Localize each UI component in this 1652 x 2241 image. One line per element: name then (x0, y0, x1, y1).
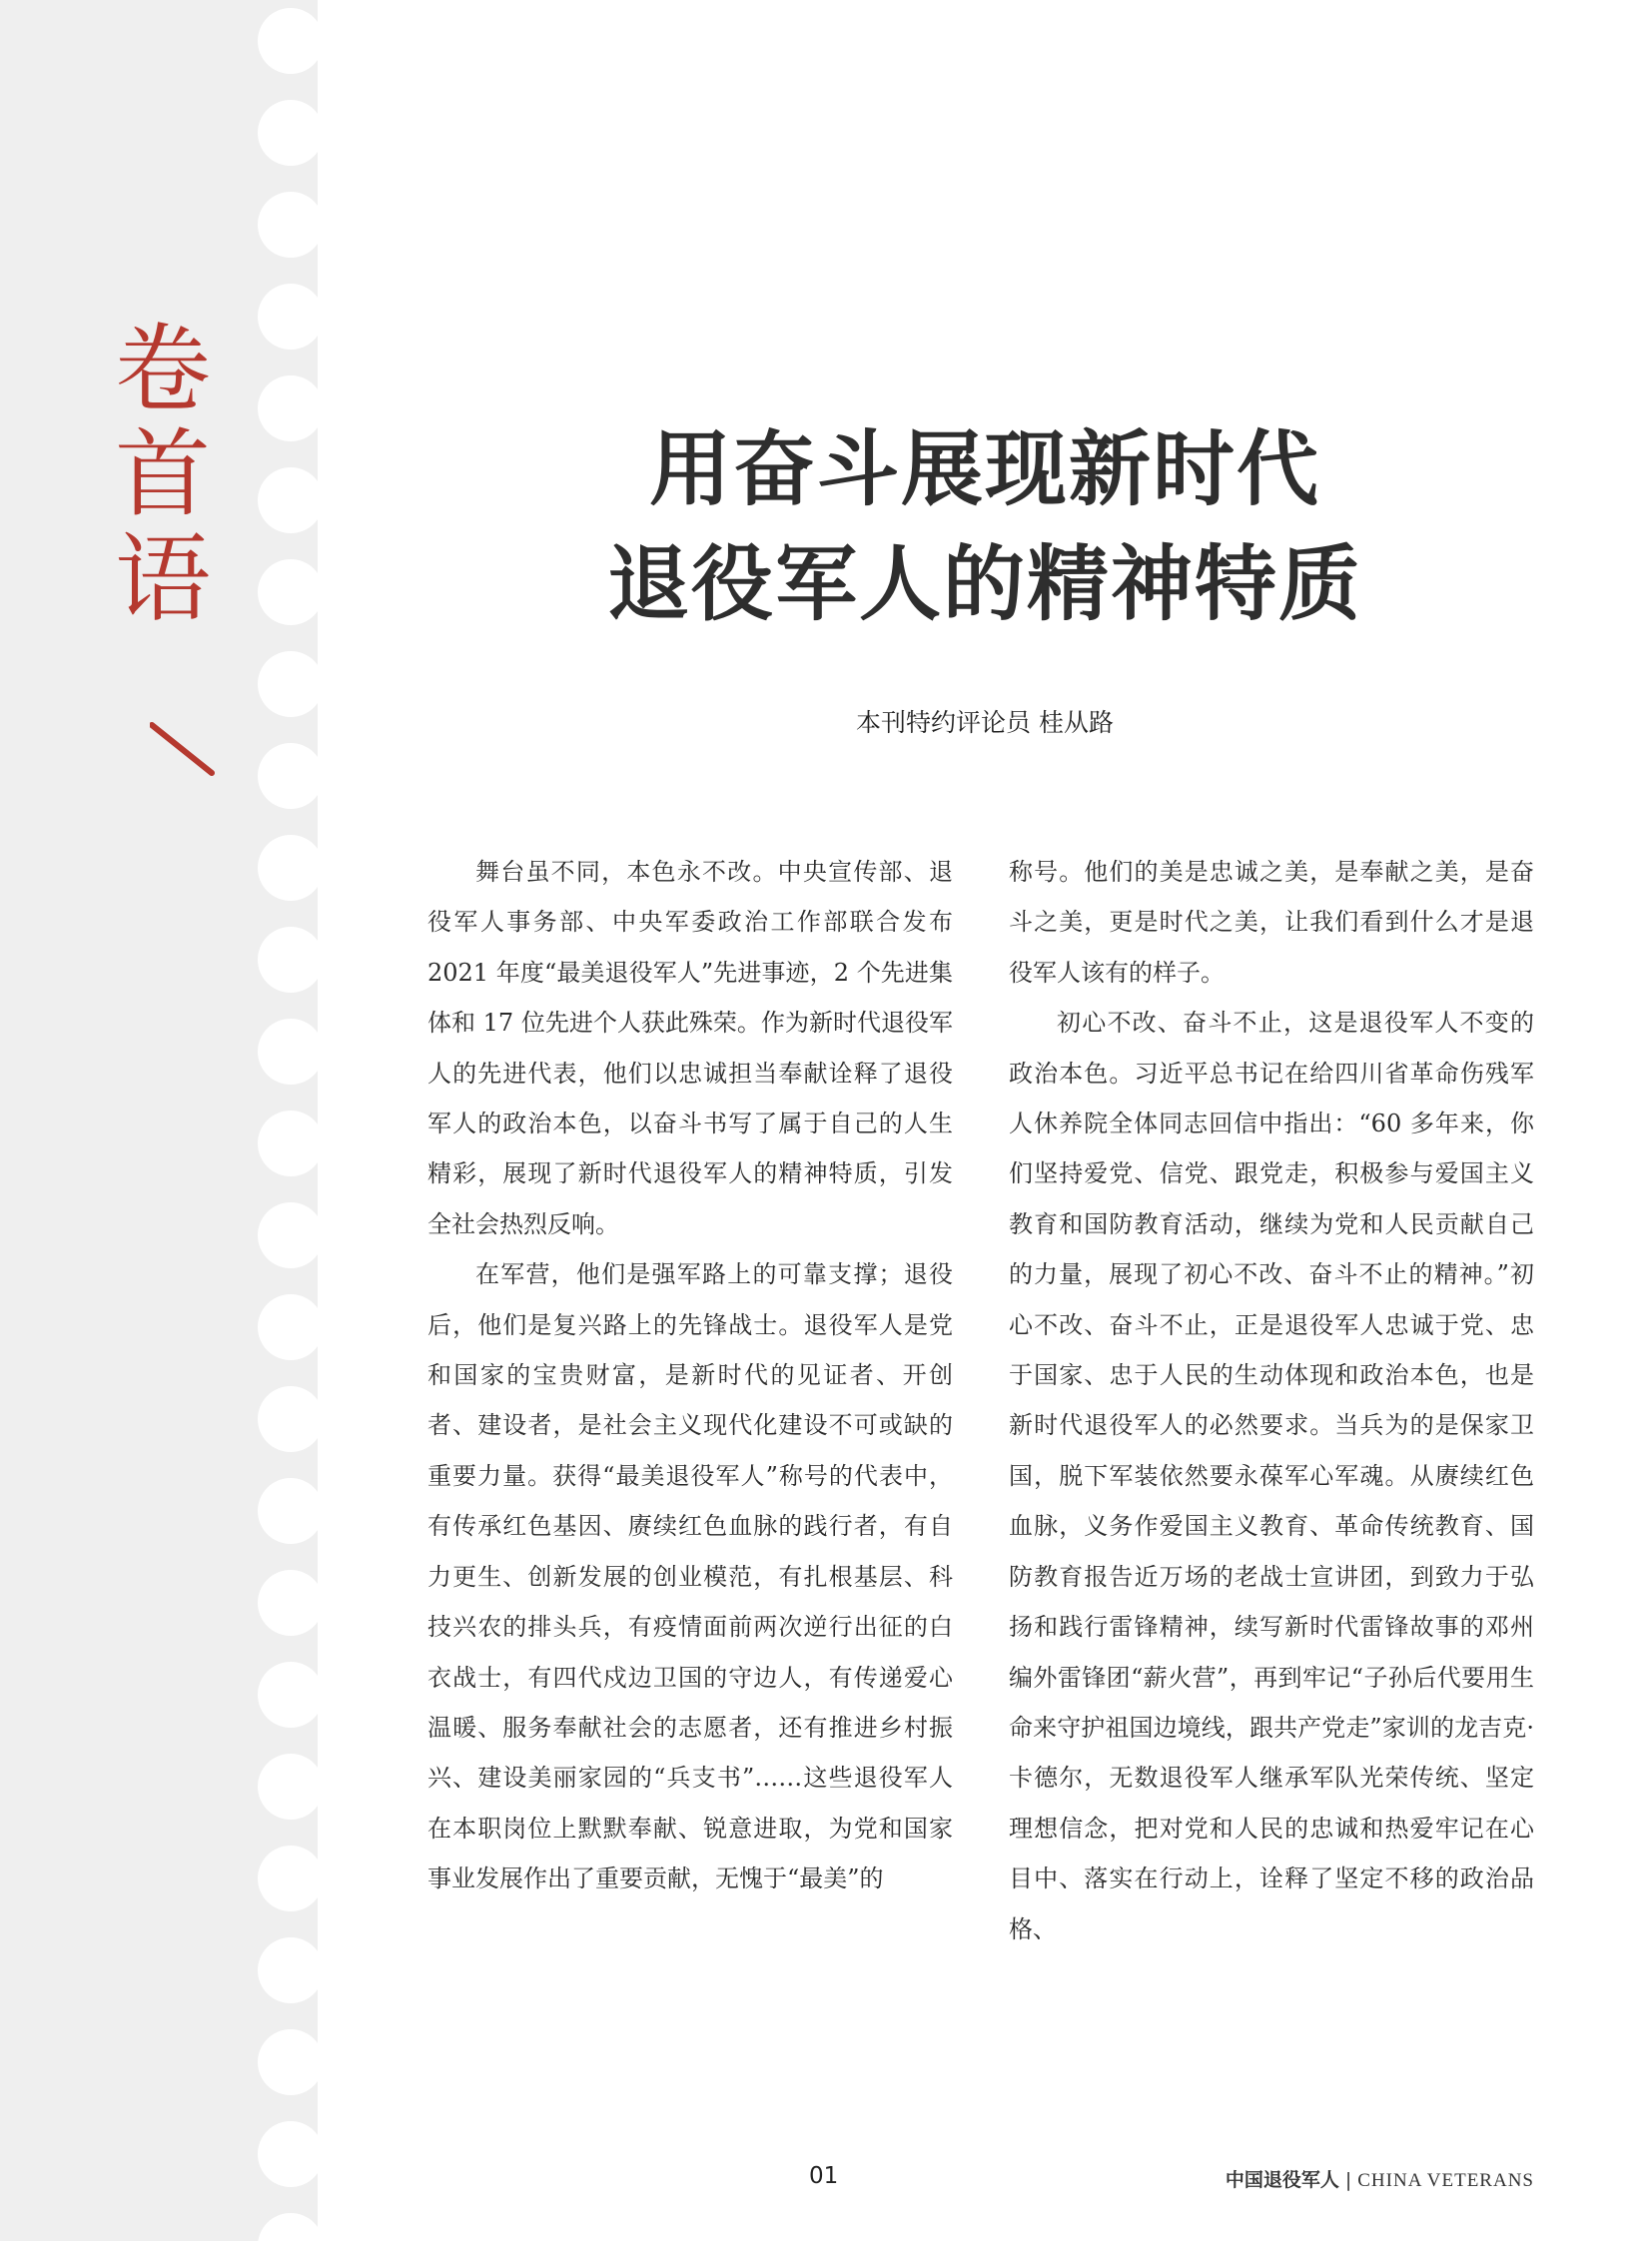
perforation-hole (258, 835, 318, 901)
body-column-left (427, 847, 953, 1904)
slash-mark-icon (150, 717, 216, 777)
body-column-right (1009, 847, 1534, 1954)
masthead-separator: | (1344, 2169, 1352, 2191)
magazine-name-en: CHINA VETERANS (1357, 2170, 1534, 2191)
perforation-hole (258, 192, 318, 258)
perforation-hole (258, 100, 318, 166)
perforation-hole (258, 651, 318, 717)
headline-line-1: 用奋斗展现新时代 (648, 421, 1320, 517)
perforation-hole (258, 1662, 318, 1728)
perforation-hole (258, 1937, 318, 2003)
perforation-hole (258, 559, 318, 625)
perforation-hole (258, 1202, 318, 1268)
page-number: 01 (809, 2163, 839, 2189)
perforation-hole (258, 1019, 318, 1085)
perforation-hole (258, 1754, 318, 1820)
perforation-hole (258, 375, 318, 441)
perforation-hole (258, 927, 318, 993)
perforation-hole (258, 1478, 318, 1544)
magazine-name-cn: 中国退役军人 (1225, 2169, 1339, 2191)
magazine-masthead (1226, 2165, 1534, 2192)
perforation-hole (258, 284, 318, 350)
byline: 本刊特约评论员 桂从路 (856, 708, 1114, 737)
perforation-hole (258, 467, 318, 533)
perforation-hole (258, 2121, 318, 2187)
perforation-hole (258, 1386, 318, 1452)
perforation-hole (258, 1294, 318, 1360)
perforation-hole (258, 1111, 318, 1176)
body-paragraph: 称号。他们的美是忠诚之美，是奉献之美，是奋斗之美，更是时代之美，让我们看到什么才是退役军人该有的样子。 (1009, 858, 1534, 987)
perforation-hole (258, 2213, 318, 2241)
body-paragraph: 在军营，他们是强军路上的可靠支撑；退役后，他们是复兴路上的先锋战士。退役军人是党和国家的宝贵财富，是新时代的见证者、开创者、建设者，是社会主义现代化建设不可或缺的重要力量。获得“最美退役军人”称号的代表中，有传承红色基因、赓续红色血脉的践行者，有自力更生、创新发展的创业模范，有扎根基层、科技兴农的排头兵，有疫情面前两次逆行出征的白衣战士，有四代戍边卫国的守边人，有传递爱心温暖、服务奉献社会的志愿者，还有推进乡村振兴、建设美丽家园的“兵支书”……这些退役军人在本职岗位上默默奉献、锐意进取，为党和国家事业发展作出了重要贡献，无愧于“最美”的 (427, 1260, 953, 1893)
perforation-hole (258, 2029, 318, 2095)
perforation-hole (258, 743, 318, 809)
column-title-char: 卷 (115, 314, 211, 425)
perforation-hole (258, 8, 318, 74)
column-title (115, 314, 215, 635)
body-paragraph: 初心不改、奋斗不止，这是退役军人不变的政治本色。习近平总书记在给四川省革命伤残军人休养院全体同志回信中指出：“60 多年来，你们坚持爱党、信党、跟党走，积极参与爱国主义教育和国防教育活动，继续为党和人民贡献自己的力量，展现了初心不改、奋斗不止的精神。”初心不改、奋斗不止，正是退役军人忠诚于党、忠于国家、忠于人民的生动体现和政治本色，也是新时代退役军人的必然要求。当兵为的是保家卫国，脱下军装依然要永葆军心军魂。从赓续红色血脉，义务作爱国主义教育、革命传统教育、国防教育报告近万场的老战士宣讲团，到致力于弘扬和践行雷锋精神，续写新时代雷锋故事的邓州编外雷锋团“薪火营”，再到牢记“子孙后代要用生命来守护祖国边境线，跟共产党走”家训的龙吉克·卡德尔，无数退役军人继承军队光荣传统、坚定理想信念，把对党和人民的忠诚和热爱牢记在心目中、落实在行动上，诠释了坚定不移的政治品格、 (1009, 1009, 1534, 1943)
headline-line-2: 退役军人的精神特质 (606, 536, 1362, 632)
body-paragraph: 舞台虽不同，本色永不改。中央宣传部、退役军人事务部、中央军委政治工作部联合发布 2021 年度“最美退役军人”先进事迹，2 个先进集体和 17 位先进个人获此殊荣。作为新时代退役军人的先进代表，他们以忠诚担当奉献诠释了退役军人的政治本色，以奋斗书写了属于自己的人生精彩，展现了新时代退役军人的精神特质，引发全社会热烈反响。 (427, 858, 953, 1238)
perforation-hole (258, 1570, 318, 1636)
column-title-char: 首 (115, 418, 211, 530)
perforation-hole (258, 1846, 318, 1911)
column-title-char: 语 (115, 523, 211, 635)
